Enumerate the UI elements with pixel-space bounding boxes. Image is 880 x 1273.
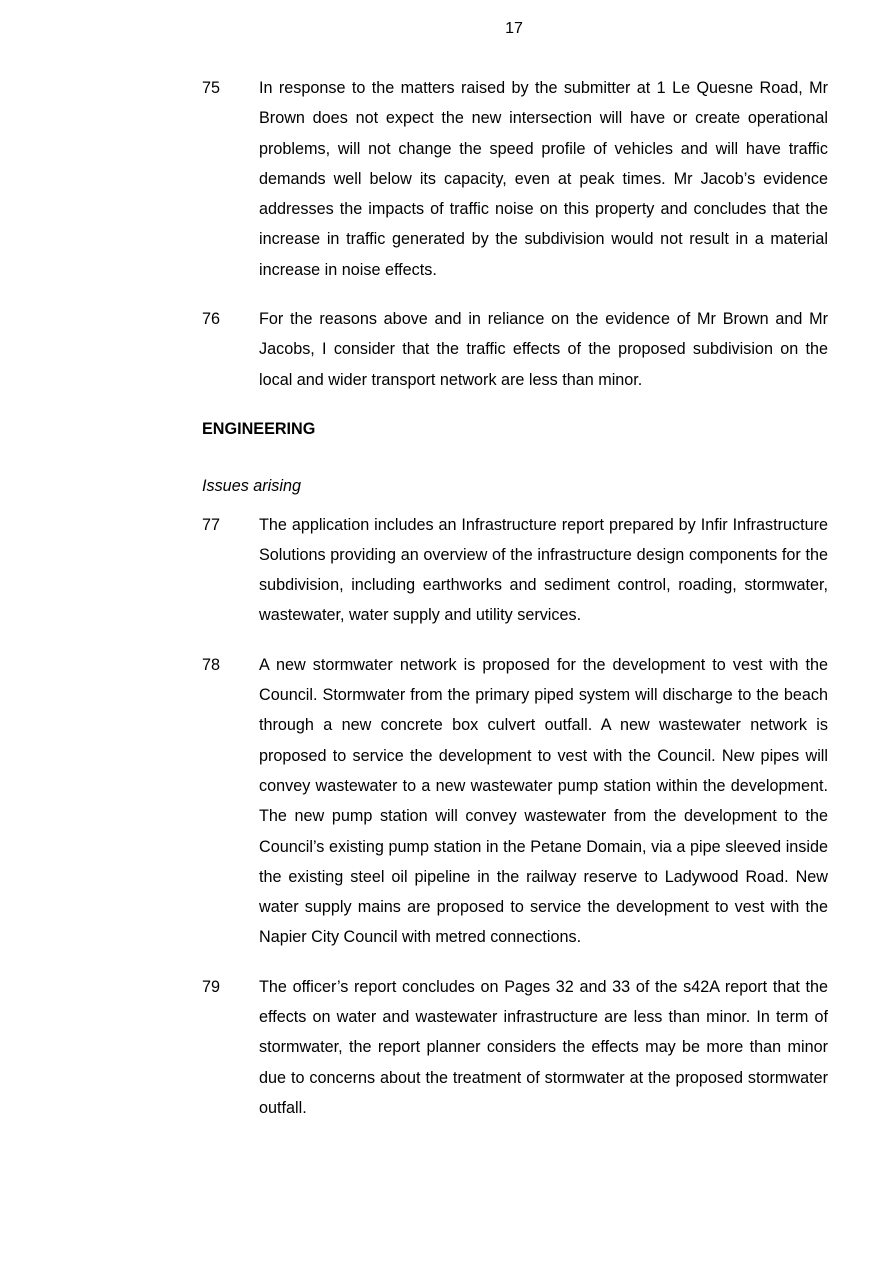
paragraph-text: The application includes an Infrastructure report prepared by Infir Infrastructure Solutions providing an overview of the infrastructure design components for the subdivision, including earthworks and sediment control, roading, stormwater, wastewater, water supply and utility services. [259, 515, 828, 625]
paragraph-number: 75 [202, 79, 221, 97]
section-heading: ENGINEERING [202, 419, 316, 438]
paragraph-number: 79 [202, 977, 221, 996]
paragraph-76 [202, 304, 828, 395]
paragraph-text: A new stormwater network is proposed for the development to vest with the Council. Stormwater from the primary piped system will discharge to the beach through a new concrete box culvert outfall. A new wastewater network is proposed to service the development to vest with the Council. New pipes will convey wastewater to a new wastewater pump station within the development. The new pump station will convey wastewater from the development to the Council’s existing pump station in the Petane Domain, via a pipe sleeved inside the existing steel oil pipeline in the railway reserve to Ladywood Road. New water supply mains are proposed to service the development to vest with the Napier City Council with metred connections. [259, 655, 828, 947]
paragraph-79 [202, 972, 828, 1123]
paragraph-text: For the reasons above and in reliance on the evidence of Mr Brown and Mr Jacobs, I consider that the traffic effects of the proposed subdivision on the local and wider transport network are less than minor. [259, 310, 828, 389]
document-body [202, 73, 828, 1142]
paragraph-77 [202, 510, 828, 631]
paragraph-text: In response to the matters raised by the submitter at 1 Le Quesne Road, Mr Brown does not expect the new intersection will have or create operational problems, will not change the speed profile of vehicles and will have traffic demands well below its capacity, even at peak times. Mr Jacob’s evidence addresses the impacts of traffic noise on this property and concludes that the increase in traffic generated by the subdivision would not result in a material increase in noise effects. [259, 79, 828, 279]
paragraph-text: The officer’s report concludes on Pages 32 and 33 of the s42A report that the effects on water and wastewater infrastructure are less than minor. In term of stormwater, the report planner considers the effects may be more than minor due to concerns about the treatment of stormwater at the proposed stormwater outfall. [259, 977, 828, 1117]
paragraph-78 [202, 650, 828, 953]
paragraph-number: 78 [202, 655, 221, 674]
paragraph-number: 77 [202, 515, 221, 534]
paragraph-75 [202, 73, 828, 285]
section-subheading: Issues arising [202, 477, 301, 496]
page-number: 17 [505, 20, 523, 37]
paragraph-number: 76 [202, 310, 221, 329]
